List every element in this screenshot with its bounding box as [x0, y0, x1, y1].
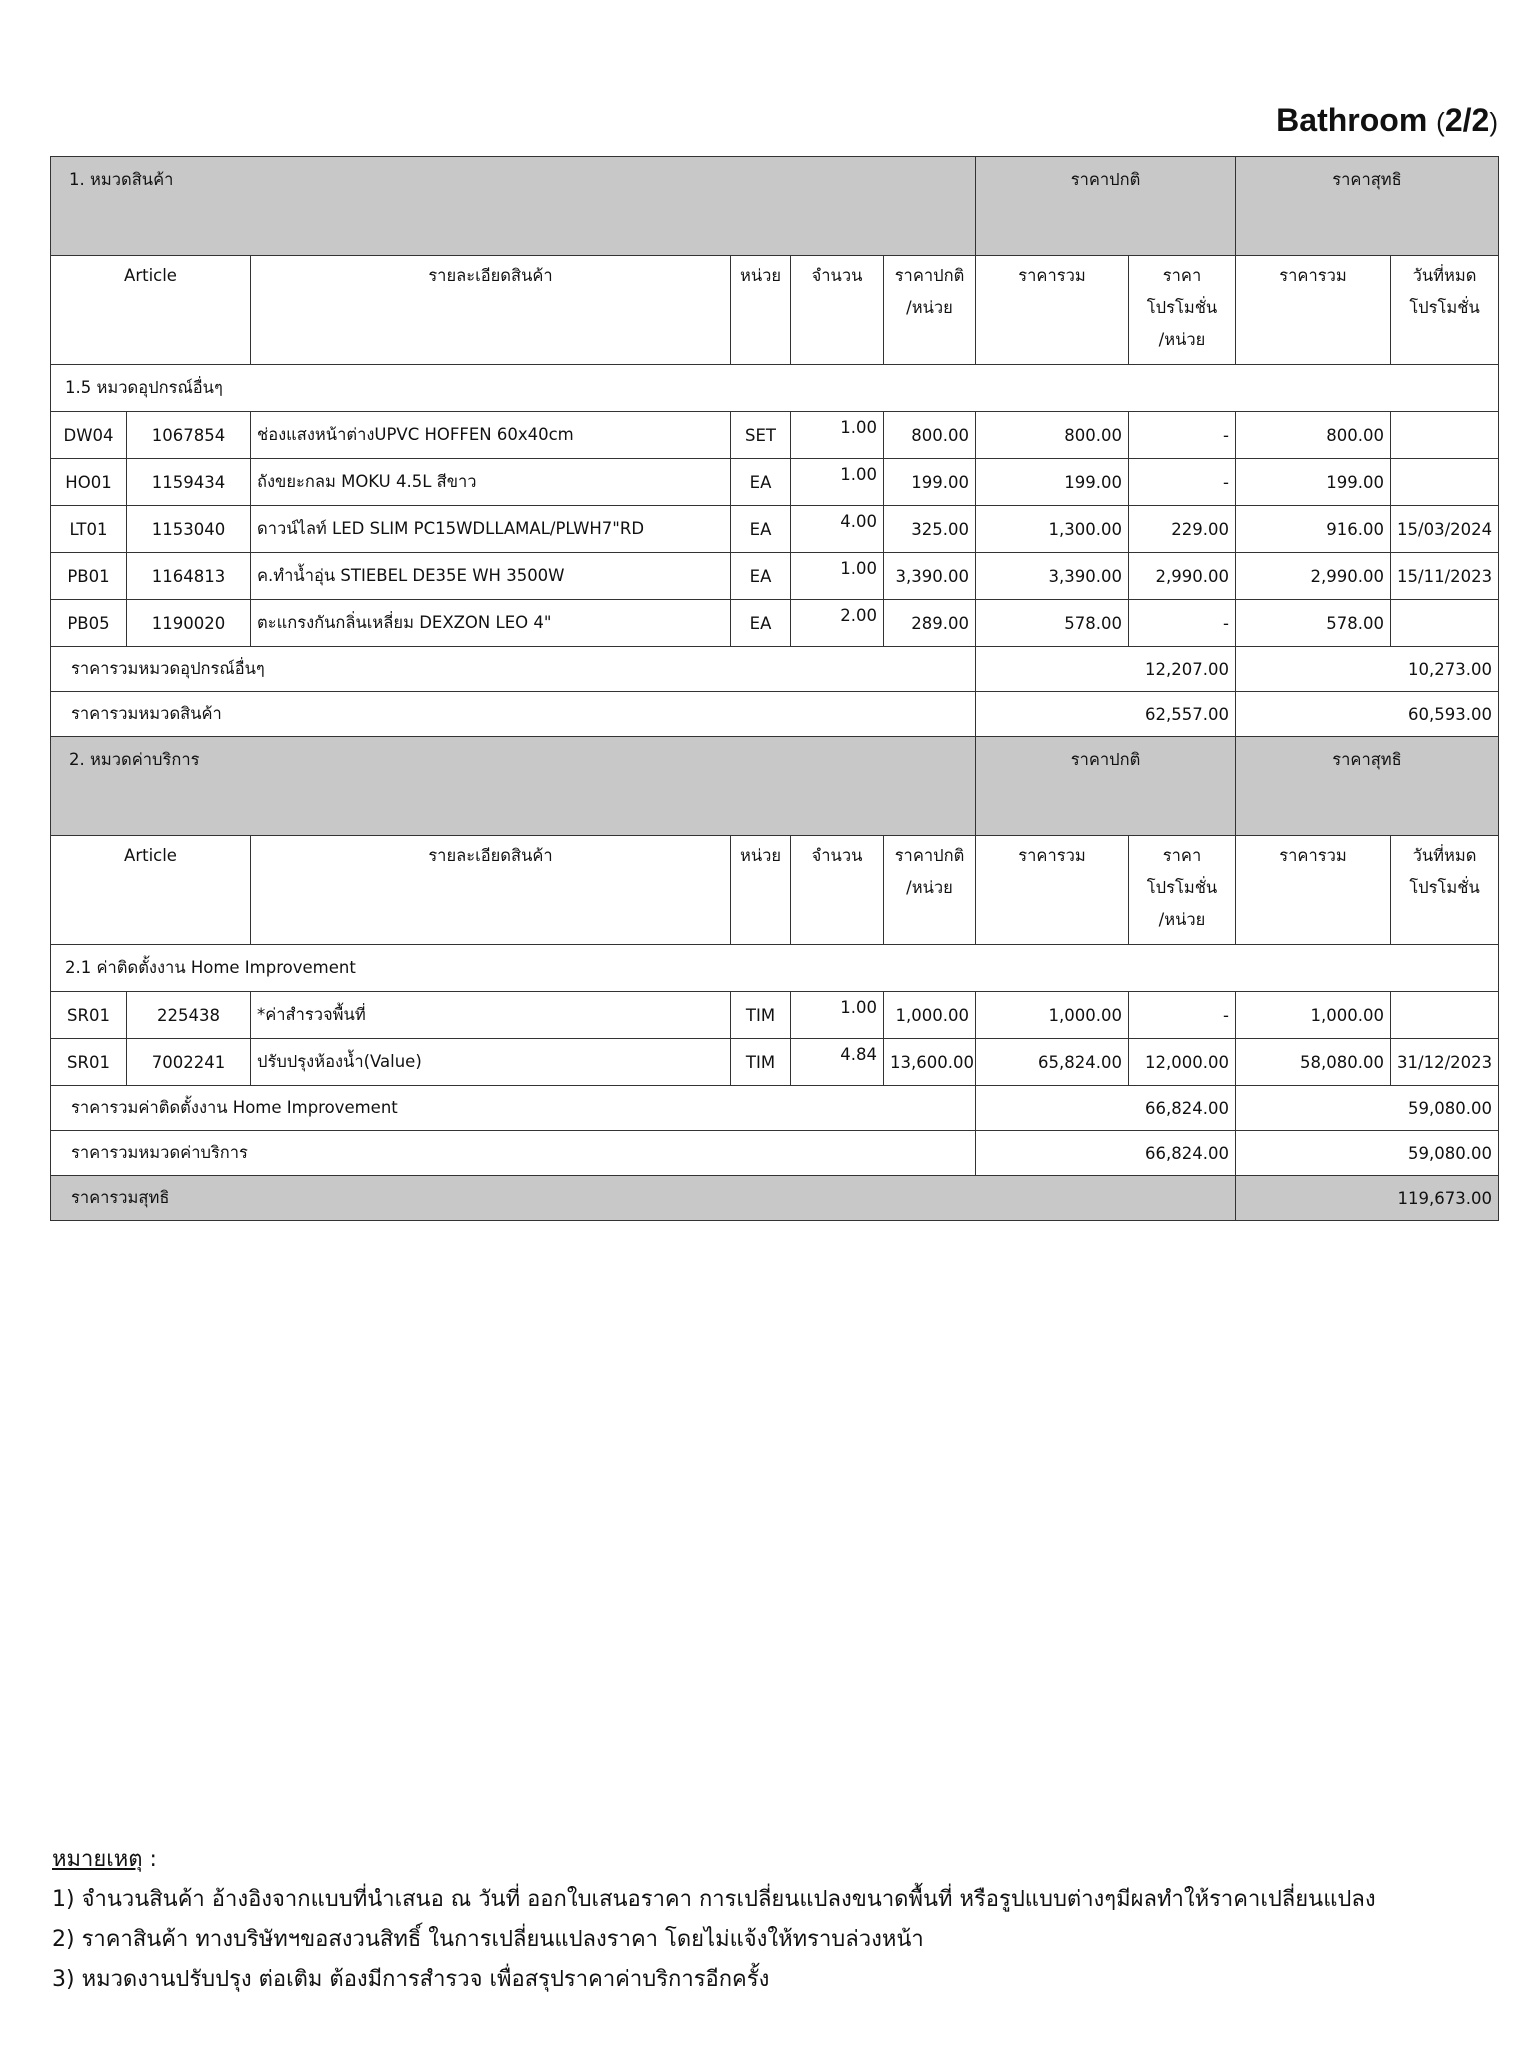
item-detail: ปรับปรุงห้องน้ำ(Value) [251, 1039, 731, 1086]
subcategory-label: 1.5 หมวดอุปกรณ์อื่นๆ [51, 365, 1499, 412]
header-detail: รายละเอียดสินค้า [251, 836, 731, 945]
header-end-line2: โปรโมชั่น [1409, 878, 1480, 897]
page-title [1240, 102, 1498, 139]
item-end [1391, 459, 1499, 506]
category-total-normal: 66,824.00 [976, 1131, 1236, 1176]
item-promo: 2,990.00 [1129, 553, 1236, 600]
item-end: 31/12/2023 [1391, 1039, 1499, 1086]
item-detail: ตะแกรงกันกลิ่นเหลี่ยม DEXZON LEO 4" [251, 600, 731, 647]
category-total-label: ราคารวมหมวดสินค้า [51, 692, 976, 737]
notes-heading-line [52, 1840, 1492, 1880]
item-promo: - [1129, 412, 1236, 459]
header-promo-total: ราคารวม [1236, 256, 1391, 365]
item-total: 1,000.00 [976, 992, 1129, 1039]
title-page: 2/2 [1444, 102, 1490, 138]
item-promo-total: 1,000.00 [1236, 992, 1391, 1039]
section-label: 1. หมวดสินค้า [51, 157, 976, 256]
item-end [1391, 412, 1499, 459]
item-unit: EA [731, 506, 791, 553]
table-row [51, 553, 1499, 600]
table-row [51, 1039, 1499, 1086]
header-end-line1: วันที่หมด [1412, 266, 1477, 285]
item-promo-total: 58,080.00 [1236, 1039, 1391, 1086]
header-unit-price-line1: ราคาปกติ [894, 846, 965, 865]
grand-total-row [51, 1176, 1499, 1221]
item-detail: *ค่าสำรวจพื้นที่ [251, 992, 731, 1039]
header-qty: จำนวน [791, 256, 884, 365]
header-promo-line1: ราคา [1162, 266, 1202, 285]
item-code: DW04 [51, 412, 127, 459]
notes-colon: : [142, 1847, 157, 1872]
subcategory-row [51, 945, 1499, 992]
item-qty: 2.00 [791, 600, 884, 647]
item-end: 15/11/2023 [1391, 553, 1499, 600]
item-promo: - [1129, 459, 1236, 506]
item-total: 65,824.00 [976, 1039, 1129, 1086]
category-total-row [51, 692, 1499, 737]
category-total-net: 60,593.00 [1236, 692, 1499, 737]
subtotal-label: ราคารวมค่าติดตั้งงาน Home Improvement [51, 1086, 976, 1131]
item-promo: 229.00 [1129, 506, 1236, 553]
subtotal-row [51, 1086, 1499, 1131]
item-code: PB05 [51, 600, 127, 647]
item-total: 1,300.00 [976, 506, 1129, 553]
item-unit: EA [731, 459, 791, 506]
item-promo: 12,000.00 [1129, 1039, 1236, 1086]
item-unit: TIM [731, 992, 791, 1039]
header-detail: รายละเอียดสินค้า [251, 256, 731, 365]
item-end [1391, 992, 1499, 1039]
item-total: 3,390.00 [976, 553, 1129, 600]
item-unit: SET [731, 412, 791, 459]
header-unit-price-line2: /หน่วย [906, 878, 953, 897]
subtotal-normal: 12,207.00 [976, 647, 1236, 692]
net-price-header: ราคาสุทธิ [1236, 157, 1499, 256]
grand-total-value: 119,673.00 [1236, 1176, 1499, 1221]
item-unit: EA [731, 600, 791, 647]
item-end [1391, 600, 1499, 647]
item-end: 15/03/2024 [1391, 506, 1499, 553]
title-paren-open: ( [1436, 107, 1445, 137]
item-unit: EA [731, 553, 791, 600]
table-row [51, 600, 1499, 647]
item-code: SR01 [51, 992, 127, 1039]
item-promo-total: 2,990.00 [1236, 553, 1391, 600]
section-label: 2. หมวดค่าบริการ [51, 737, 976, 836]
item-total: 199.00 [976, 459, 1129, 506]
header-promo-end [1391, 256, 1499, 365]
header-total: ราคารวม [976, 256, 1129, 365]
category-total-label: ราคารวมหมวดค่าบริการ [51, 1131, 976, 1176]
item-detail: ดาวน์ไลท์ LED SLIM PC15WDLLAMAL/PLWH7"RD [251, 506, 731, 553]
header-unit-price [884, 836, 976, 945]
item-qty: 1.00 [791, 412, 884, 459]
subtotal-label: ราคารวมหมวดอุปกรณ์อื่นๆ [51, 647, 976, 692]
category-total-row [51, 1131, 1499, 1176]
normal-price-header: ราคาปกติ [976, 157, 1236, 256]
column-header-row [51, 256, 1499, 365]
note-line: 2) ราคาสินค้า ทางบริษัทฯขอสงวนสิทธิ์ ในการเปลี่ยนแปลงราคา โดยไม่แจ้งให้ทราบล่วงหน้า [52, 1927, 924, 1952]
item-code: LT01 [51, 506, 127, 553]
header-promo-total: ราคารวม [1236, 836, 1391, 945]
header-article: Article [51, 256, 251, 365]
item-total: 578.00 [976, 600, 1129, 647]
item-promo-total: 578.00 [1236, 600, 1391, 647]
title-paren-close: ) [1489, 107, 1498, 137]
item-article: 1190020 [127, 600, 251, 647]
subtotal-row [51, 647, 1499, 692]
header-unit: หน่วย [731, 256, 791, 365]
table-row [51, 412, 1499, 459]
header-qty: จำนวน [791, 836, 884, 945]
item-article: 225438 [127, 992, 251, 1039]
notes-heading: หมายเหตุ [52, 1847, 143, 1872]
item-promo: - [1129, 600, 1236, 647]
item-price: 800.00 [884, 412, 976, 459]
net-price-header: ราคาสุทธิ [1236, 737, 1499, 836]
item-article: 1164813 [127, 553, 251, 600]
item-promo-total: 916.00 [1236, 506, 1391, 553]
section-header [51, 737, 1499, 836]
item-price: 199.00 [884, 459, 976, 506]
category-total-net: 59,080.00 [1236, 1131, 1499, 1176]
item-article: 1159434 [127, 459, 251, 506]
header-promo-line2: โปรโมชั่น [1146, 298, 1218, 317]
header-unit: หน่วย [731, 836, 791, 945]
item-price: 3,390.00 [884, 553, 976, 600]
item-price: 13,600.00 [884, 1039, 976, 1086]
item-unit: TIM [731, 1039, 791, 1086]
item-total: 800.00 [976, 412, 1129, 459]
table-row [51, 506, 1499, 553]
item-promo-total: 199.00 [1236, 459, 1391, 506]
header-end-line2: โปรโมชั่น [1409, 298, 1480, 317]
header-article: Article [51, 836, 251, 945]
header-unit-price-line1: ราคาปกติ [894, 266, 965, 285]
header-promo-price [1129, 836, 1236, 945]
section-header [51, 157, 1499, 256]
item-article: 1153040 [127, 506, 251, 553]
item-qty: 4.00 [791, 506, 884, 553]
header-unit-price-line2: /หน่วย [906, 298, 953, 317]
item-article: 1067854 [127, 412, 251, 459]
header-promo-line1: ราคา [1162, 846, 1202, 865]
item-qty: 1.00 [791, 459, 884, 506]
header-promo-line2: โปรโมชั่น [1146, 878, 1218, 897]
header-total: ราคารวม [976, 836, 1129, 945]
subtotal-net: 10,273.00 [1236, 647, 1499, 692]
table-row [51, 992, 1499, 1039]
item-qty: 1.00 [791, 553, 884, 600]
subtotal-net: 59,080.00 [1236, 1086, 1499, 1131]
grand-total-label: ราคารวมสุทธิ [51, 1176, 1236, 1221]
subtotal-normal: 66,824.00 [976, 1086, 1236, 1131]
table-row [51, 459, 1499, 506]
item-detail: ช่องแสงหน้าต่างUPVC HOFFEN 60x40cm [251, 412, 731, 459]
item-code: SR01 [51, 1039, 127, 1086]
notes [52, 1840, 1492, 2000]
header-promo-line3: /หน่วย [1158, 330, 1206, 349]
header-promo-end [1391, 836, 1499, 945]
quotation-table [50, 156, 1499, 1221]
item-price: 1,000.00 [884, 992, 976, 1039]
note-line: 1) จำนวนสินค้า อ้างอิงจากแบบที่นำเสนอ ณ วันที่ ออกใบเสนอราคา การเปลี่ยนแปลงขนาดพื้นที่ หรือรูปแบบต่างๆมีผลทำให้ราคาเปลี่ยนแปลง [52, 1887, 1376, 1912]
item-article: 7002241 [127, 1039, 251, 1086]
subcategory-label: 2.1 ค่าติดตั้งงาน Home Improvement [51, 945, 1499, 992]
item-qty: 4.84 [791, 1039, 884, 1086]
item-detail: ถังขยะกลม MOKU 4.5L สีขาว [251, 459, 731, 506]
note-line: 3) หมวดงานปรับปรุง ต่อเติม ต้องมีการสำรวจ เพื่อสรุปราคาค่าบริการอีกครั้ง [52, 1967, 770, 1992]
header-end-line1: วันที่หมด [1412, 846, 1477, 865]
item-price: 325.00 [884, 506, 976, 553]
header-promo-price [1129, 256, 1236, 365]
column-header-row [51, 836, 1499, 945]
subcategory-row [51, 365, 1499, 412]
item-promo-total: 800.00 [1236, 412, 1391, 459]
item-code: HO01 [51, 459, 127, 506]
normal-price-header: ราคาปกติ [976, 737, 1236, 836]
item-detail: ค.ทำน้ำอุ่น STIEBEL DE35E WH 3500W [251, 553, 731, 600]
title-text: Bathroom [1276, 102, 1428, 138]
item-qty: 1.00 [791, 992, 884, 1039]
category-total-normal: 62,557.00 [976, 692, 1236, 737]
header-unit-price [884, 256, 976, 365]
header-promo-line3: /หน่วย [1158, 910, 1206, 929]
item-price: 289.00 [884, 600, 976, 647]
item-promo: - [1129, 992, 1236, 1039]
item-code: PB01 [51, 553, 127, 600]
